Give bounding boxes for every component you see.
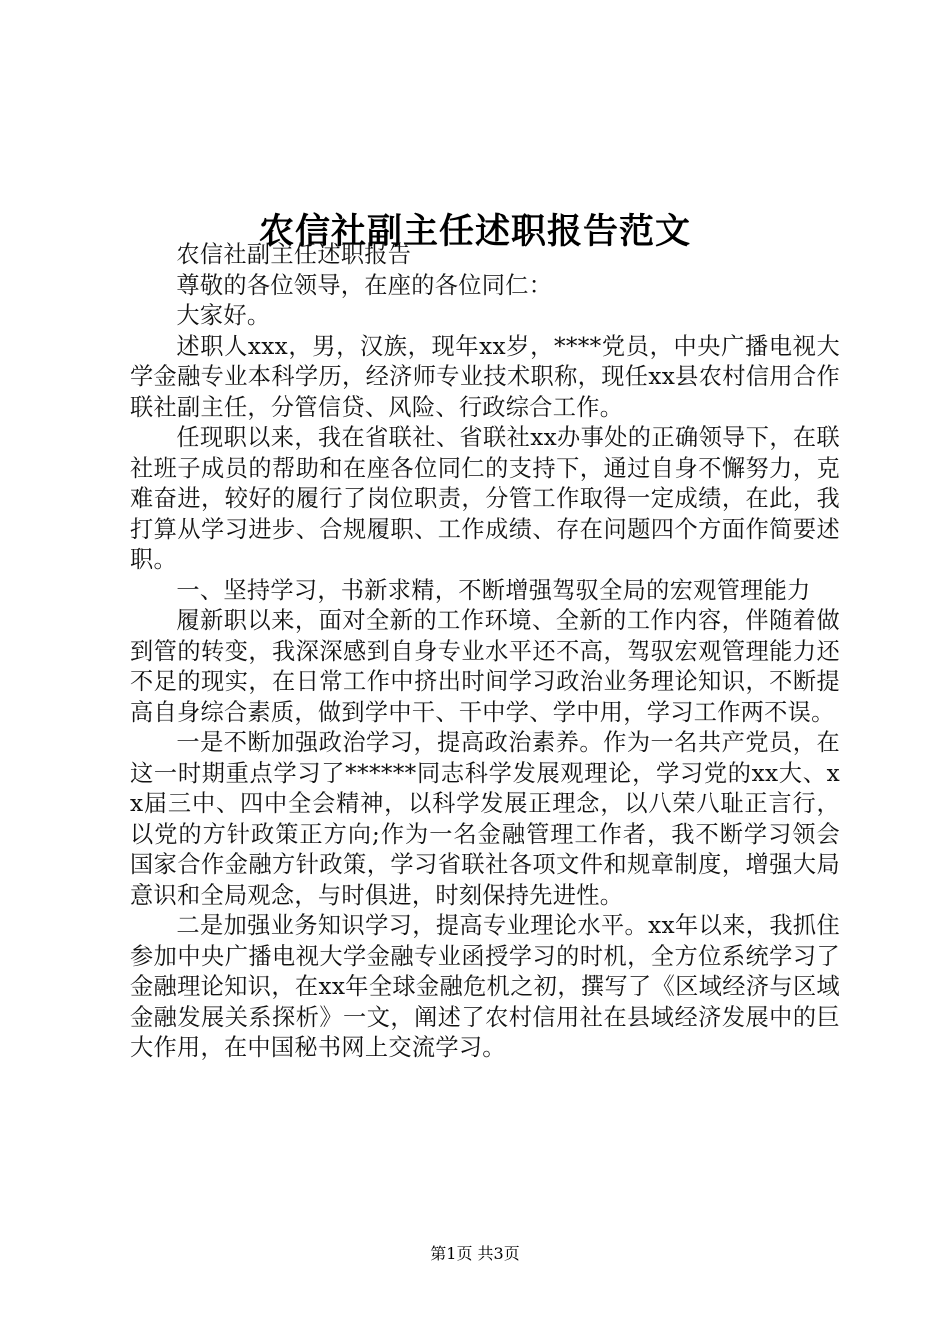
document-body	[130, 240, 840, 1064]
paragraph-professional-study: 二是加强业务知识学习，提高专业理论水平。xx年以来，我抓住参加中央广播电视大学金融专业函授学习的时机，全方位系统学习了金融理论知识，在xx年全球金融危机之初，撰写了《区域经济与区域金融发展关系探析》一文，阐述了农村信用社在县域经济发展中的巨大作用，在中国秘书网上交流学习。	[130, 912, 840, 1061]
document-title: 农信社副主任述职报告范文	[258, 211, 691, 253]
paragraph-political-study: 一是不断加强政治学习，提高政治素养。作为一名共产党员，在这一时期重点学习了******同志科学发展观理论，学习党的xx大、xx届三中、四中全会精神，以科学发展正理念，以八荣八耻正言行，以党的方针政策正方向;作为一名金融管理工作者，我不断学习领会国家合作金融方针政策，学习省联社各项文件和规章制度，增强大局意识和全局观念，与时俱进，时刻保持先进性。	[130, 729, 840, 909]
section-heading-1: 一、坚持学习，书新求精，不断增强驾驭全局的宏观管理能力	[176, 576, 811, 604]
salutation: 尊敬的各位领导，在座的各位同仁：	[176, 271, 553, 299]
paragraph-overview: 任现职以来，我在省联社、省联社xx办事处的正确领导下，在联社班子成员的帮助和在座各位同仁的支持下，通过自身不懈努力，克难奋进，较好的履行了岗位职责，分管工作取得一定成绩，在此，我打算从学习进步、合规履职、工作成绩、存在问题四个方面作简要述职。	[130, 424, 840, 573]
paragraph-section-1: 履新职以来，面对全新的工作环境、全新的工作内容，伴随着做到管的转变，我深深感到自身专业水平还不高，驾驭宏观管理能力还不足的现实，在日常工作中挤出时间学习政治业务理论知识，不断提高自身综合素质，做到学中干、干中学、学中用，学习工作两不误。	[130, 607, 840, 726]
report-heading: 农信社副主任述职报告	[176, 241, 412, 268]
greeting: 大家好。	[176, 302, 271, 329]
paragraph-introduction: 述职人xxx，男，汉族，现年xx岁，****党员，中央广播电视大学金融专业本科学历，经济师专业技术职称，现任xx县农村信用合作联社副主任，分管信贷、风险、行政综合工作。	[130, 332, 840, 421]
page-number-footer: 第1页 共3页	[430, 1244, 520, 1263]
